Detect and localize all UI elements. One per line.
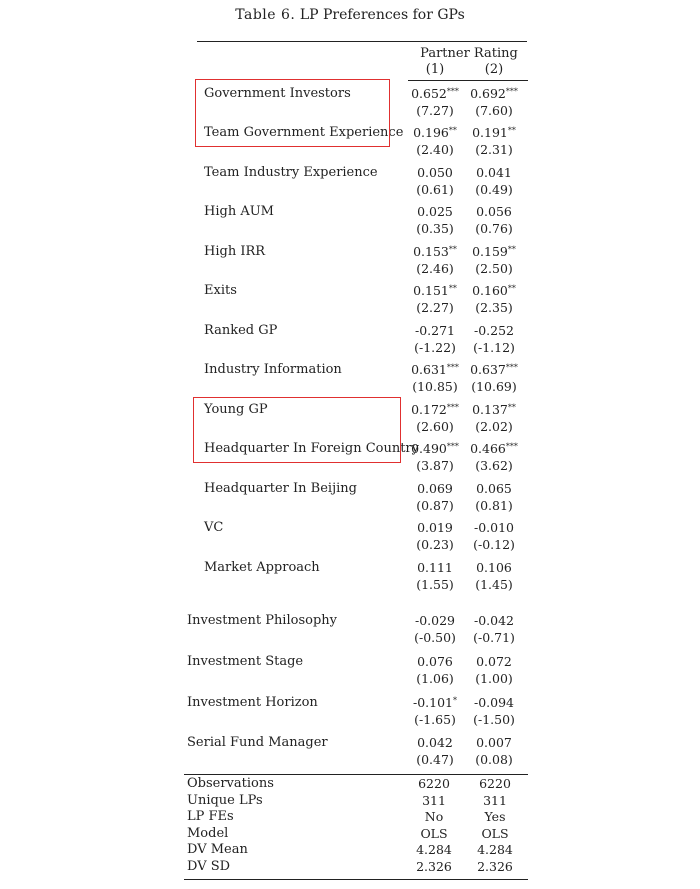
coefficient-value: 0.637 xyxy=(470,362,506,377)
t-statistic: (3.87) xyxy=(416,458,454,473)
t-statistic: (0.87) xyxy=(416,498,454,513)
coefficient-cell xyxy=(405,613,465,628)
significance-stars: ** xyxy=(507,245,516,254)
coefficient-cell xyxy=(464,560,524,575)
coefficient-cell xyxy=(405,323,465,338)
t-statistic: (-1.22) xyxy=(414,340,456,355)
coefficient-cell xyxy=(405,441,465,456)
row-label: Investment Philosophy xyxy=(187,613,337,628)
t-statistic: (10.85) xyxy=(412,379,458,394)
coefficient-cell xyxy=(464,323,524,338)
stat-label: Observations xyxy=(187,776,274,791)
coefficient-cell xyxy=(464,654,524,669)
coefficient-value: 0.490 xyxy=(411,441,447,456)
coefficient-cell xyxy=(405,735,465,750)
significance-stars: * xyxy=(453,696,457,705)
coefficient-value: 0.159 xyxy=(472,244,508,259)
stat-label: Model xyxy=(187,826,229,841)
coefficient-value: 0.041 xyxy=(476,165,512,180)
row-label: Ranked GP xyxy=(204,323,278,338)
coefficient-cell xyxy=(405,125,465,140)
coefficient-value: -0.010 xyxy=(473,520,514,535)
table-caption: LP Preferences for GPs xyxy=(299,7,465,23)
t-statistic: (3.62) xyxy=(475,458,513,473)
t-statistic: (-1.65) xyxy=(414,712,456,727)
t-statistic: (1.00) xyxy=(475,671,513,686)
coefficient-cell xyxy=(405,654,465,669)
coefficient-value: 0.151 xyxy=(413,283,449,298)
coefficient-cell xyxy=(464,735,524,750)
significance-stars: *** xyxy=(446,442,459,451)
row-label: Team Government Experience xyxy=(204,125,404,140)
column-header-1: (1) xyxy=(425,62,445,77)
coefficient-cell xyxy=(464,481,524,496)
coefficient-cell xyxy=(464,520,524,535)
stat-label: DV Mean xyxy=(187,842,248,857)
coefficient-value: 0.191 xyxy=(472,125,508,140)
coefficient-value: -0.042 xyxy=(473,613,514,628)
coefficient-value: 0.466 xyxy=(470,441,506,456)
row-label: Serial Fund Manager xyxy=(187,735,328,750)
t-statistic: (1.45) xyxy=(475,577,513,592)
stat-value: 4.284 xyxy=(416,842,452,857)
t-statistic: (0.23) xyxy=(416,537,454,552)
t-statistic: (0.47) xyxy=(416,752,454,767)
stat-value: 311 xyxy=(483,793,507,808)
significance-stars: *** xyxy=(505,87,518,96)
t-statistic: (0.35) xyxy=(416,221,454,236)
t-statistic: (2.50) xyxy=(475,261,513,276)
stat-label: Unique LPs xyxy=(187,793,263,808)
bottom-rule xyxy=(184,879,528,880)
table-number: Table 6. xyxy=(235,7,296,23)
row-label: Industry Information xyxy=(204,362,342,377)
table-title xyxy=(0,7,700,23)
t-statistic: (-1.50) xyxy=(473,712,515,727)
coefficient-cell xyxy=(464,86,524,101)
coefficient-cell xyxy=(405,204,465,219)
stat-value: 2.326 xyxy=(416,859,452,874)
coefficient-cell xyxy=(405,520,465,535)
t-statistic: (0.81) xyxy=(475,498,513,513)
coefficient-cell xyxy=(405,560,465,575)
t-statistic: (2.27) xyxy=(416,300,454,315)
coefficient-cell xyxy=(464,283,524,298)
stat-value: OLS xyxy=(481,826,509,841)
coefficient-value: 0.019 xyxy=(417,520,453,535)
t-statistic: (-0.12) xyxy=(473,537,515,552)
significance-stars: *** xyxy=(446,363,459,372)
stat-label: LP FEs xyxy=(187,809,234,824)
row-label: High IRR xyxy=(204,244,266,259)
coefficient-cell xyxy=(405,244,465,259)
coefficient-cell xyxy=(405,695,465,710)
coefficient-value: -0.029 xyxy=(414,613,455,628)
significance-stars: ** xyxy=(507,284,516,293)
row-label: Exits xyxy=(204,283,237,298)
significance-stars: *** xyxy=(505,442,518,451)
summary-rule xyxy=(184,774,528,775)
stat-value: 6220 xyxy=(479,776,511,791)
coefficient-cell xyxy=(464,613,524,628)
coefficient-value: 0.069 xyxy=(417,481,453,496)
coefficient-cell xyxy=(405,402,465,417)
coefficient-value: 0.153 xyxy=(413,244,449,259)
stat-value: 4.284 xyxy=(477,842,513,857)
coefficient-cell xyxy=(405,283,465,298)
row-label: Government Investors xyxy=(204,86,351,101)
coefficient-value: 0.196 xyxy=(413,125,449,140)
highlight-box-government xyxy=(195,79,390,147)
coefficient-value: 0.652 xyxy=(411,86,447,101)
t-statistic: (1.55) xyxy=(416,577,454,592)
coefficient-cell xyxy=(405,165,465,180)
coefficient-value: -0.252 xyxy=(473,323,514,338)
top-rule xyxy=(197,41,527,42)
t-statistic: (-0.50) xyxy=(414,630,456,645)
coefficient-value: 0.172 xyxy=(411,402,447,417)
row-label: High AUM xyxy=(204,204,274,219)
coefficient-value: 0.160 xyxy=(472,283,508,298)
coefficient-value: -0.271 xyxy=(414,323,455,338)
coefficient-value: 0.111 xyxy=(417,560,453,575)
significance-stars: *** xyxy=(446,87,459,96)
coefficient-value: 0.065 xyxy=(476,481,512,496)
coefficient-cell xyxy=(405,362,465,377)
significance-stars: ** xyxy=(507,403,516,412)
coefficient-cell xyxy=(464,362,524,377)
t-statistic: (1.06) xyxy=(416,671,454,686)
coefficient-cell xyxy=(464,441,524,456)
coefficient-value: 0.050 xyxy=(417,165,453,180)
coefficient-cell xyxy=(405,481,465,496)
t-statistic: (-1.12) xyxy=(473,340,515,355)
t-statistic: (0.76) xyxy=(475,221,513,236)
t-statistic: (7.60) xyxy=(475,103,513,118)
t-statistic: (2.60) xyxy=(416,419,454,434)
row-label: Investment Stage xyxy=(187,654,304,669)
row-label: Headquarter In Foreign Country xyxy=(204,441,419,456)
coefficient-value: 0.056 xyxy=(476,204,512,219)
t-statistic: (0.61) xyxy=(416,182,454,197)
header-rule xyxy=(408,80,528,81)
t-statistic: (7.27) xyxy=(416,103,454,118)
t-statistic: (2.46) xyxy=(416,261,454,276)
coefficient-value: 0.692 xyxy=(470,86,506,101)
t-statistic: (2.02) xyxy=(475,419,513,434)
row-label: Market Approach xyxy=(204,560,320,575)
coefficient-value: 0.072 xyxy=(476,654,512,669)
significance-stars: ** xyxy=(448,126,457,135)
t-statistic: (-0.71) xyxy=(473,630,515,645)
coefficient-value: 0.076 xyxy=(417,654,453,669)
stat-value: 2.326 xyxy=(477,859,513,874)
column-group-header: Partner Rating xyxy=(420,46,518,61)
coefficient-value: 0.106 xyxy=(476,560,512,575)
t-statistic: (0.08) xyxy=(475,752,513,767)
row-label: VC xyxy=(204,520,224,535)
coefficient-cell xyxy=(464,695,524,710)
coefficient-cell xyxy=(464,165,524,180)
t-statistic: (2.40) xyxy=(416,142,454,157)
coefficient-cell xyxy=(464,244,524,259)
coefficient-cell xyxy=(464,125,524,140)
stat-value: 6220 xyxy=(418,776,450,791)
coefficient-value: 0.042 xyxy=(417,735,453,750)
row-label: Young GP xyxy=(204,402,268,417)
t-statistic: (10.69) xyxy=(471,379,517,394)
stat-value: 311 xyxy=(422,793,446,808)
coefficient-value: -0.101 xyxy=(412,695,453,710)
row-label: Investment Horizon xyxy=(187,695,318,710)
coefficient-value: 0.137 xyxy=(472,402,508,417)
highlight-box-foreign xyxy=(193,397,401,463)
coefficient-cell xyxy=(405,86,465,101)
significance-stars: ** xyxy=(448,245,457,254)
significance-stars: ** xyxy=(507,126,516,135)
row-label: Headquarter In Beijing xyxy=(204,481,357,496)
column-header-2: (2) xyxy=(484,62,504,77)
t-statistic: (0.49) xyxy=(475,182,513,197)
stat-label: DV SD xyxy=(187,859,231,874)
t-statistic: (2.35) xyxy=(475,300,513,315)
significance-stars: *** xyxy=(505,363,518,372)
coefficient-value: 0.007 xyxy=(476,735,512,750)
coefficient-cell xyxy=(464,204,524,219)
stat-value: Yes xyxy=(484,809,506,824)
significance-stars: ** xyxy=(448,284,457,293)
coefficient-value: 0.025 xyxy=(417,204,453,219)
stat-value: No xyxy=(424,809,444,824)
coefficient-value: -0.094 xyxy=(473,695,514,710)
coefficient-value: 0.631 xyxy=(411,362,447,377)
row-label: Team Industry Experience xyxy=(204,165,378,180)
coefficient-cell xyxy=(464,402,524,417)
stat-value: OLS xyxy=(420,826,448,841)
t-statistic: (2.31) xyxy=(475,142,513,157)
significance-stars: *** xyxy=(446,403,459,412)
